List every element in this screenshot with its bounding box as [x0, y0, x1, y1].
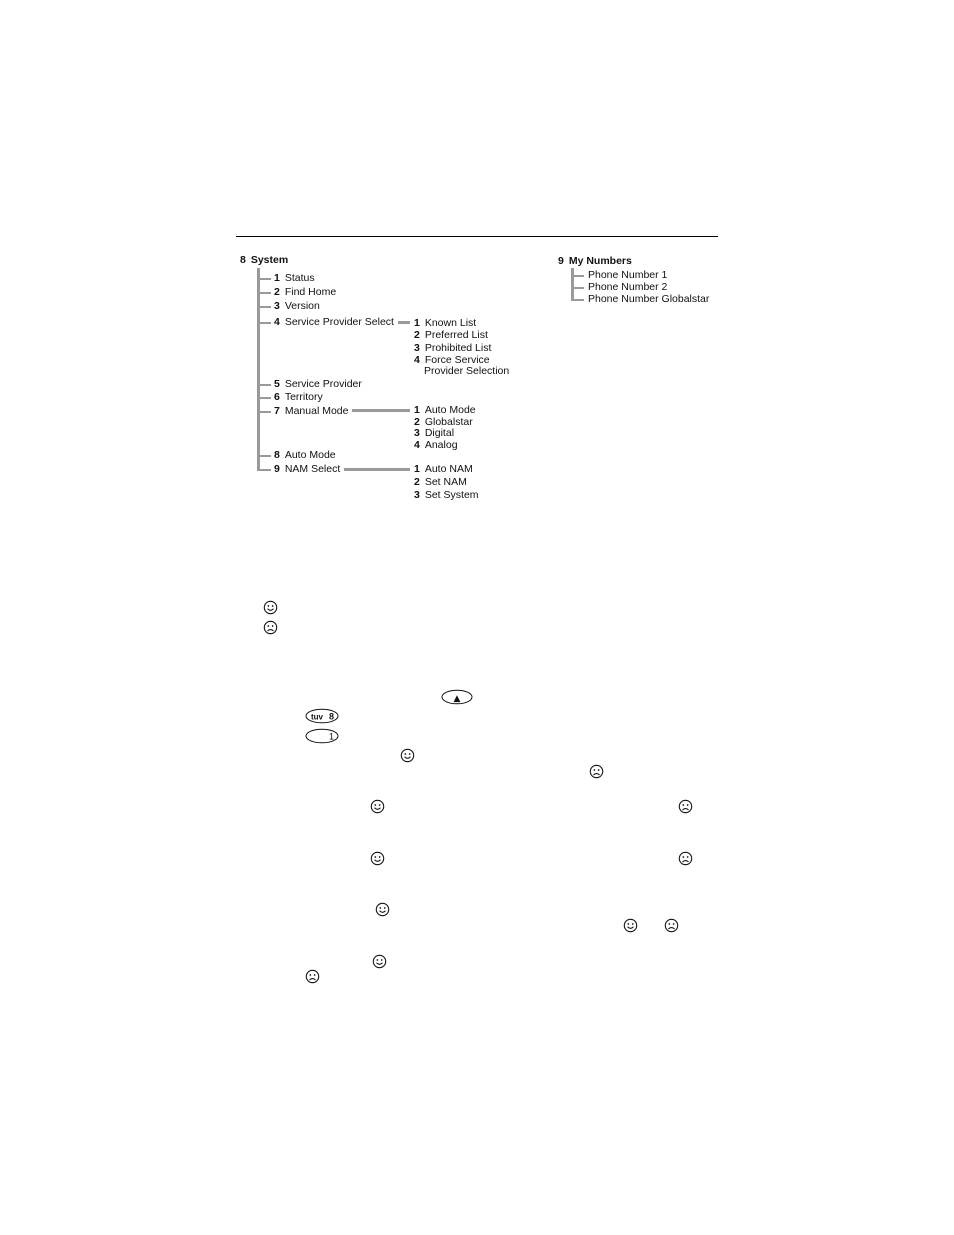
submenu-preferred-list: 2 Preferred List	[414, 329, 488, 341]
tree-branch	[257, 306, 271, 308]
key-8-icon	[305, 708, 339, 724]
smiley-face-icon	[623, 918, 638, 933]
tree-branch	[571, 287, 584, 289]
submenu-auto-nam: 1 Auto NAM	[414, 463, 473, 475]
my-numbers-item: Phone Number 1	[588, 269, 668, 281]
system-heading	[240, 254, 288, 266]
tree-branch	[257, 384, 271, 386]
submenu-force-service-line2: Provider Selection	[424, 365, 510, 377]
submenu-globalstar: 2 Globalstar	[414, 416, 473, 428]
svg-text:tuv: tuv	[311, 712, 323, 722]
frowny-face-icon	[664, 918, 679, 933]
smiley-face-icon	[370, 799, 385, 814]
submenu-known-list: 1 Known List	[414, 317, 477, 329]
system-item-territory: 6 Territory	[274, 391, 323, 403]
smiley-face-icon	[372, 954, 387, 969]
smiley-face-icon	[263, 600, 278, 615]
submenu-set-nam: 2 Set NAM	[414, 476, 467, 488]
smiley-face-icon	[370, 851, 385, 866]
menu-up-key-icon	[441, 689, 473, 705]
my-numbers-heading	[558, 255, 632, 267]
header-rule	[236, 236, 718, 237]
tree-branch	[257, 469, 271, 471]
svg-text:▲: ▲	[453, 694, 461, 704]
tree-branch	[257, 292, 271, 294]
submenu-auto-mode: 1 Auto Mode	[414, 404, 476, 416]
my-numbers-num: 9	[558, 255, 564, 267]
system-item-service-provider: 5 Service Provider	[274, 378, 362, 390]
tree-branch	[571, 275, 584, 277]
my-numbers-title: My Numbers	[568, 255, 632, 267]
frowny-face-icon	[305, 969, 320, 984]
frowny-face-icon	[589, 764, 604, 779]
tree-branch	[257, 278, 271, 280]
system-title: System	[250, 254, 289, 266]
system-item-version: 3 Version	[274, 300, 320, 312]
tree-branch	[257, 322, 271, 324]
system-item-manual-mode: 7 Manual Mode	[274, 405, 349, 417]
submenu-connector	[344, 468, 410, 471]
submenu-force-service: 4 Force Service	[414, 354, 490, 366]
system-item-nam-select: 9 NAM Select	[274, 463, 341, 475]
smiley-face-icon	[400, 748, 415, 763]
system-num: 8	[240, 254, 246, 266]
tree-branch	[571, 299, 584, 301]
my-numbers-item: Phone Number 2	[588, 281, 668, 293]
system-item-service-provider-select: 4 Service Provider Select	[274, 316, 394, 328]
submenu-prohibited-list: 3 Prohibited List	[414, 342, 492, 354]
frowny-face-icon	[263, 620, 278, 635]
key-1-icon	[305, 728, 339, 744]
tree-branch	[257, 411, 271, 413]
tree-branch	[257, 397, 271, 399]
submenu-set-system: 3 Set System	[414, 489, 479, 501]
submenu-connector	[352, 409, 410, 412]
smiley-face-icon	[375, 902, 390, 917]
svg-text:1: 1	[329, 731, 335, 742]
svg-text:8: 8	[329, 711, 335, 722]
system-item-status: 1 Status	[274, 272, 315, 284]
system-item-auto-mode: 8 Auto Mode	[274, 449, 336, 461]
system-tree-trunk	[257, 268, 260, 470]
my-numbers-item: Phone Number Globalstar	[588, 293, 710, 305]
system-item-find-home: 2 Find Home	[274, 286, 337, 298]
tree-branch	[257, 455, 271, 457]
submenu-connector	[398, 321, 410, 324]
submenu-digital: 3 Digital	[414, 427, 455, 439]
submenu-analog: 4 Analog	[414, 439, 458, 451]
my-numbers-tree-trunk	[571, 268, 574, 300]
frowny-face-icon	[678, 799, 693, 814]
frowny-face-icon	[678, 851, 693, 866]
